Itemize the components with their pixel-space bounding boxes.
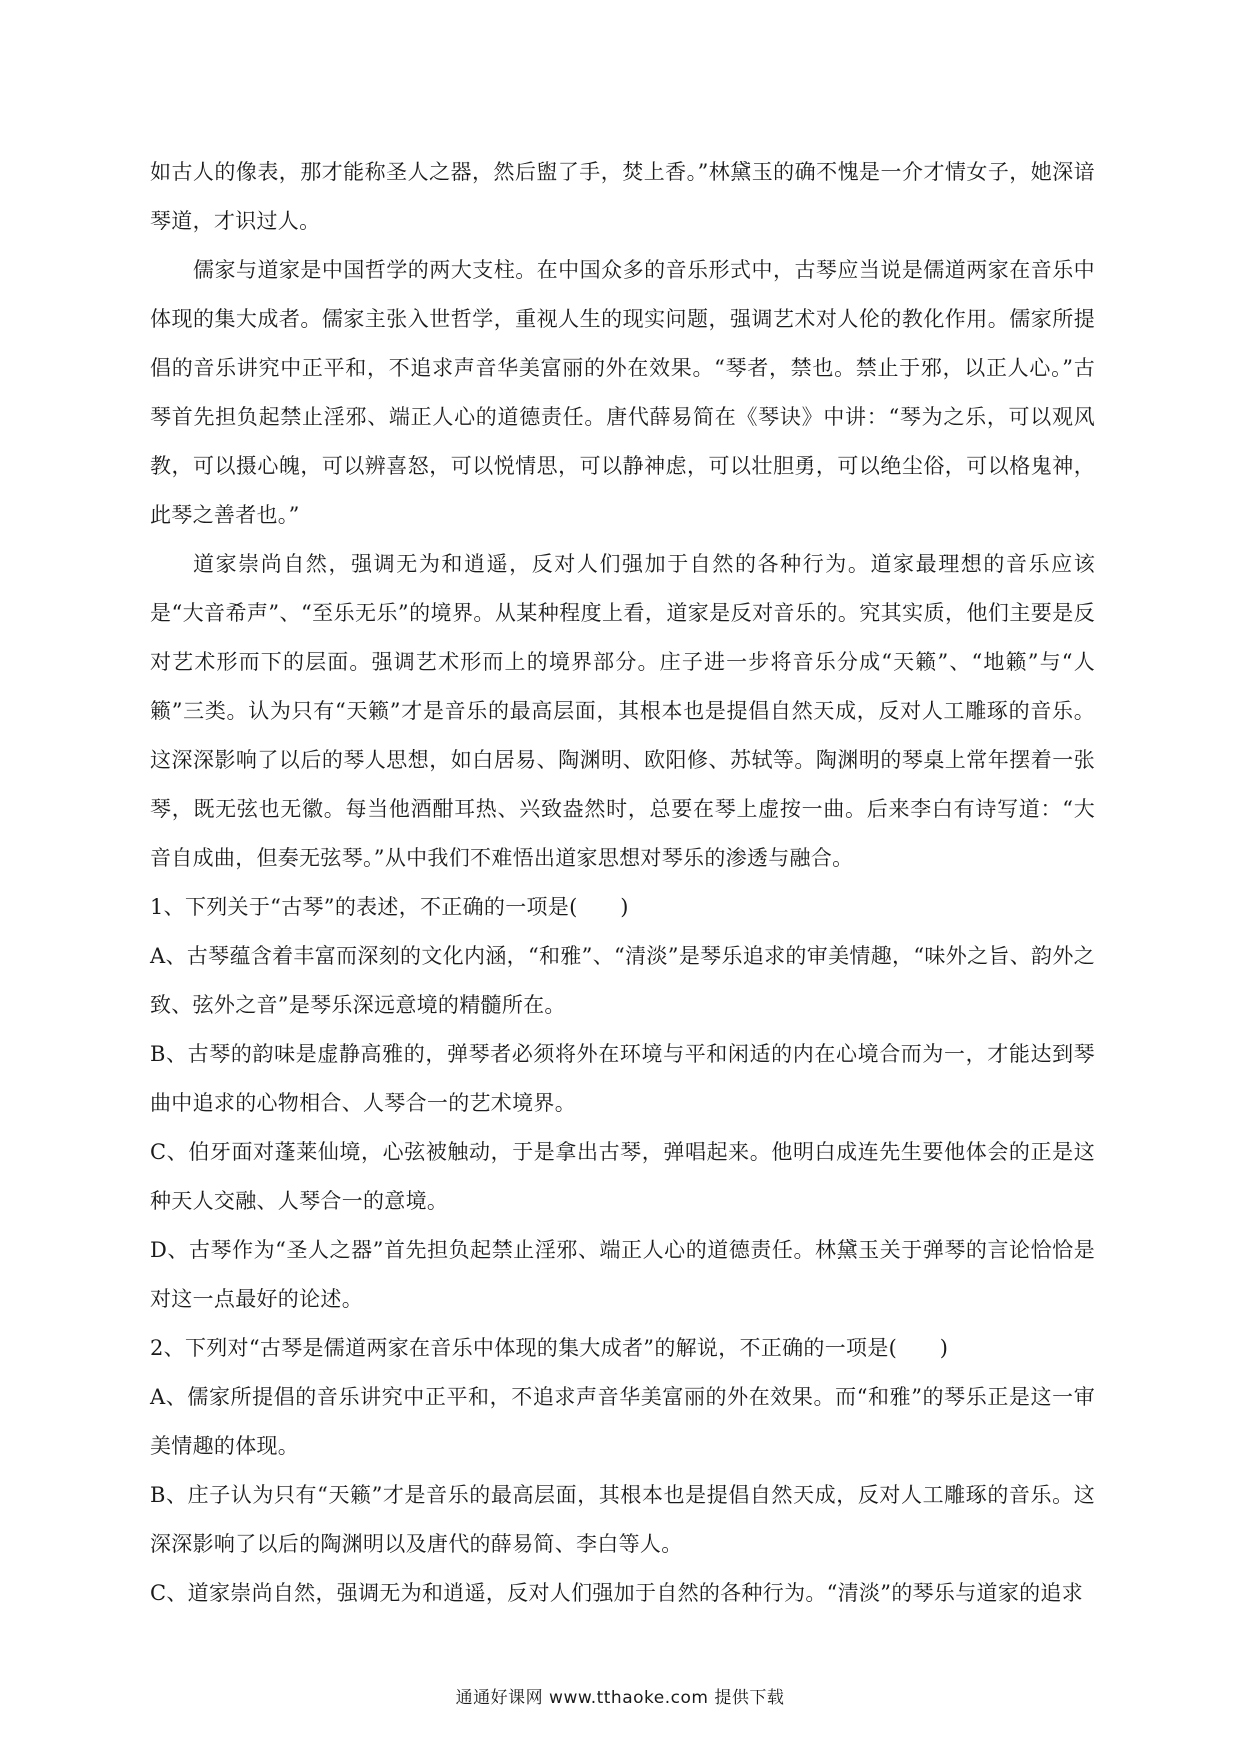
question-stem: 2、下列对“古琴是儒道两家在音乐中体现的集大成者”的解说，不正确的一项是( ) <box>150 1336 949 1360</box>
question-option-a: A、古琴蕴含着丰富而深刻的文化内涵，“和雅”、“清淡”是琴乐追求的审美情趣，“味外之旨、韵外之致、弦外之音”是琴乐深远意境的精髓所在。 <box>150 944 1095 1017</box>
question-option-c: C、伯牙面对蓬莱仙境，心弦被触动，于是拿出古琴，弹唱起来。他明白成连先生要他体会的正是这种天人交融、人琴合一的意境。 <box>150 1140 1095 1213</box>
question-option-b: B、古琴的韵味是虚静高雅的，弹琴者必须将外在环境与平和闲适的内在心境合而为一，才能达到琴曲中追求的心物相合、人琴合一的艺术境界。 <box>150 1042 1095 1115</box>
document-body <box>150 148 1095 1618</box>
paragraph-taoist-music: 道家崇尚自然，强调无为和逍遥，反对人们强加于自然的各种行为。道家最理想的音乐应该是“大音希声”、“至乐无乐”的境界。从某种程度上看，道家是反对音乐的。究其实质，他们主要是反对艺术形而下的层面。强调艺术形而上的境界部分。庄子进一步将音乐分成“天籁”、“地籁”与“人籁”三类。认为只有“天籁”才是音乐的最高层面，其根本也是提倡自然天成，反对人工雕琢的音乐。这深深影响了以后的琴人思想，如白居易、陶渊明、欧阳修、苏轼等。陶渊明的琴桌上常年摆着一张琴，既无弦也无徽。每当他酒酣耳热、兴致盎然时，总要在琴上虚按一曲。后来李白有诗写道：“大音自成曲，但奏无弦琴。”从中我们不难悟出道家思想对琴乐的渗透与融合。 <box>150 552 1095 870</box>
question-option-d: D、古琴作为“圣人之器”首先担负起禁止淫邪、端正人心的道德责任。林黛玉关于弹琴的言论恰恰是对这一点最好的论述。 <box>150 1238 1095 1311</box>
question-2 <box>150 1324 1095 1618</box>
paragraph-confucian-taoist: 儒家与道家是中国哲学的两大支柱。在中国众多的音乐形式中，古琴应当说是儒道两家在音乐中体现的集大成者。儒家主张入世哲学，重视人生的现实问题，强调艺术对人伦的教化作用。儒家所提倡的音乐讲究中正平和，不追求声音华美富丽的外在效果。“琴者，禁也。禁止于邪，以正人心。”古琴首先担负起禁止淫邪、端正人心的道德责任。唐代薛易简在《琴诀》中讲：“琴为之乐，可以观风教，可以摄心魄，可以辨喜怒，可以悦情思，可以静神虑，可以壮胆勇，可以绝尘俗，可以格鬼神，此琴之善者也。” <box>150 258 1095 527</box>
page-footer: 通通好课网 www.tthaoke.com 提供下载 <box>455 1688 785 1708</box>
question-option-a: A、儒家所提倡的音乐讲究中正平和，不追求声音华美富丽的外在效果。而“和雅”的琴乐正是这一审美情趣的体现。 <box>150 1385 1095 1458</box>
question-1 <box>150 883 1095 1324</box>
question-option-b: B、庄子认为只有“天籁”才是音乐的最高层面，其根本也是提倡自然天成，反对人工雕琢的音乐。这深深影响了以后的陶渊明以及唐代的薛易简、李白等人。 <box>150 1483 1095 1556</box>
question-option-c: C、道家崇尚自然，强调无为和逍遥，反对人们强加于自然的各种行为。“清淡”的琴乐与道家的追求 <box>150 1581 1084 1605</box>
paragraph-continued: 如古人的像表，那才能称圣人之器，然后盥了手，焚上香。”林黛玉的确不愧是一介才情女子，她深谙琴道，才识过人。 <box>150 160 1095 233</box>
question-stem: 1、下列关于“古琴”的表述，不正确的一项是( ) <box>150 895 629 919</box>
